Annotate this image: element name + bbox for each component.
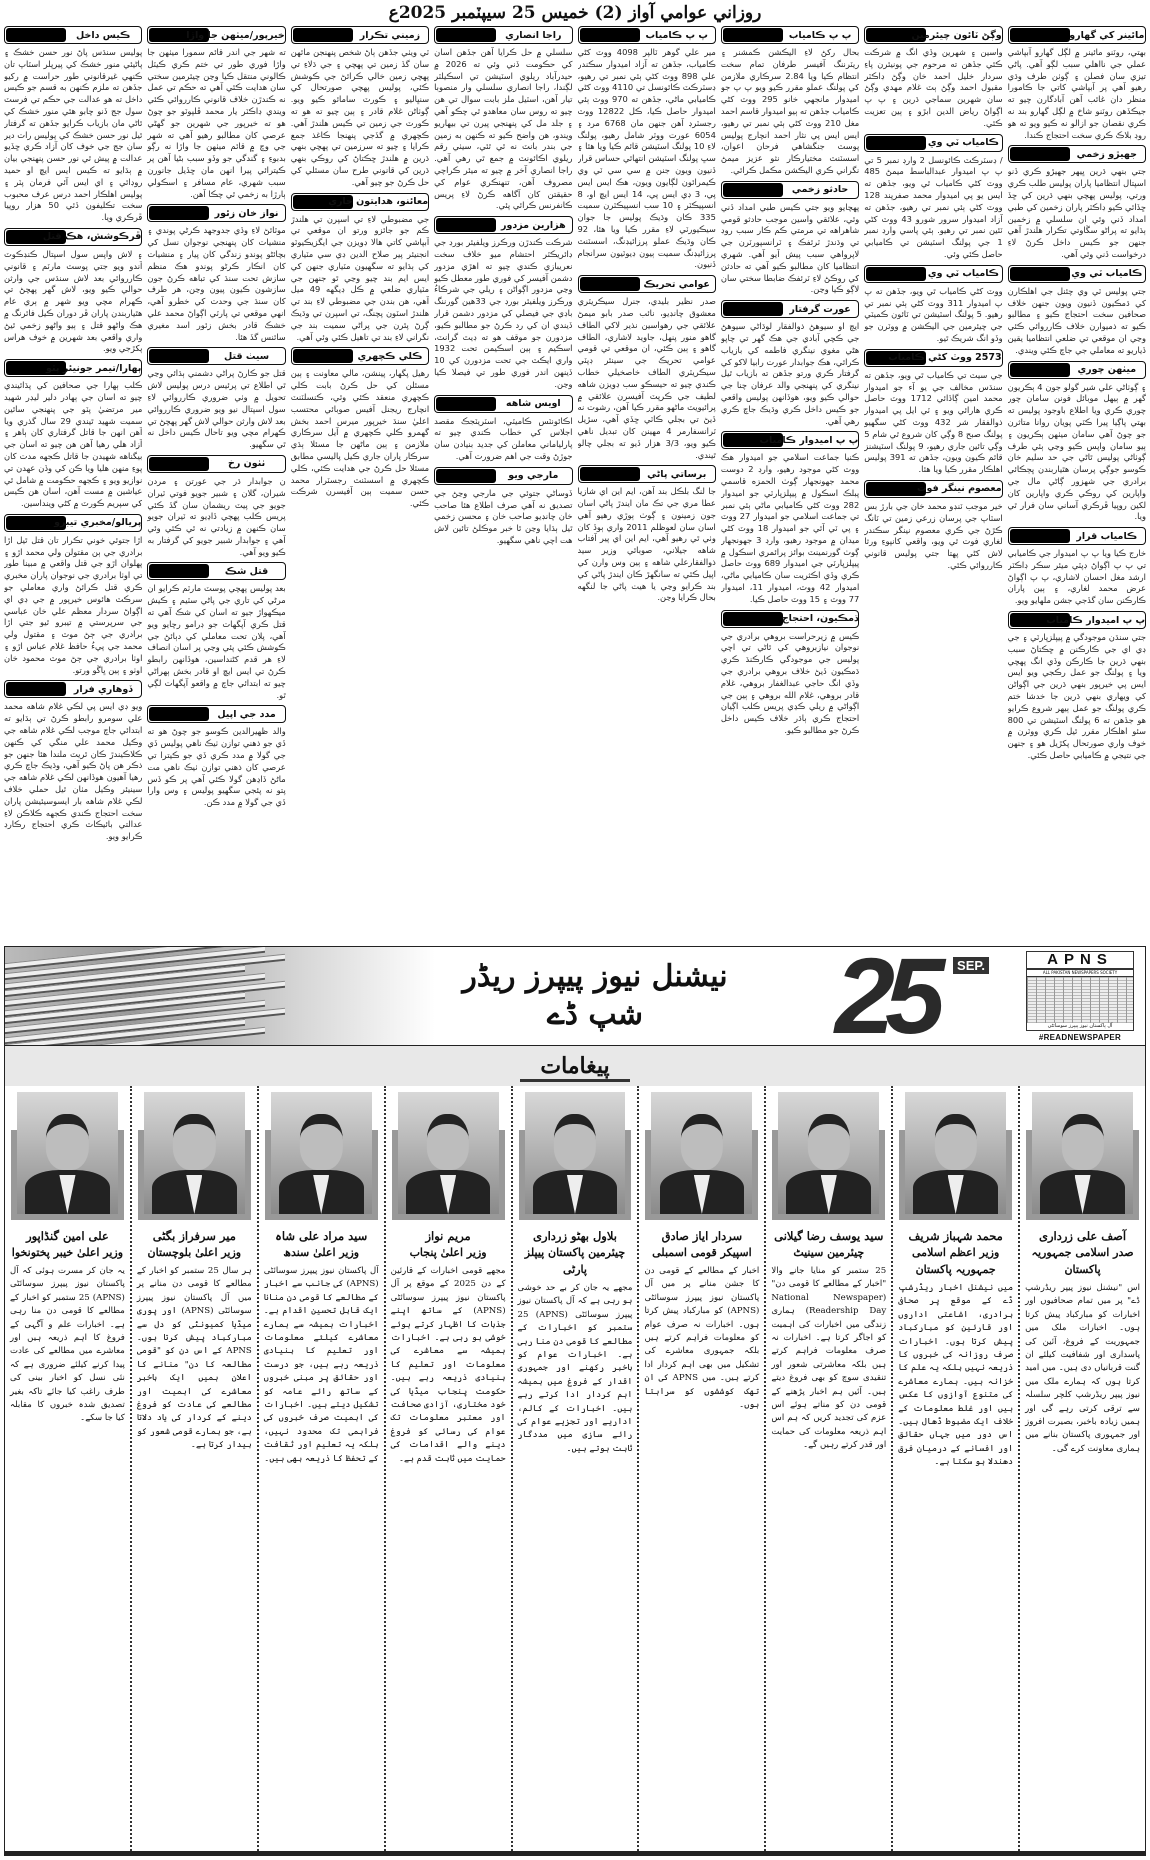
story-header: [434, 26, 572, 44]
leader-message: [766, 1086, 893, 1855]
story-headline: برساتي پاڻي: [647, 468, 707, 480]
story-header: [147, 562, 285, 580]
banner-title: [435, 947, 755, 1045]
story-header: [721, 181, 859, 199]
leader-message: [259, 1086, 386, 1855]
redacted-logo-block: [436, 28, 496, 42]
story-header: [721, 610, 859, 628]
news-story: [291, 347, 429, 510]
leader-photo-frame: [519, 1090, 632, 1220]
story-body: جتي بنهي ڌرين ڀيهر جهيڙو ڪري ڏنو اسپتال انتظاميا پاران پوليس طلب ڪري ورتي، پوليس پهچي بنهي ڌرين کي ڇڏ ڇڏائي ڪيو ڊاڪٽر پاران زخمين کي طبي امداد ڏني وئي ان سلسلي ۾ زخمين ٻڌايو ته پراڻو سڱاوتي تڪرار هلندڙ آهي جنهن جو ڪيس داخل ڪرڻ لاءِ درخواست ڏني وئي آهي.: [1007, 166, 1146, 259]
news-column: [864, 26, 1002, 944]
story-body: ٽي ويٺي جڏهن ٻاڻ شخص پنهنجن مائهن سان گڏ زمين تي پهچي ۽ جي ڌلاءِ تي پهچي زمين خالي ڪرائڻ جي ڪوشش ڪئي، پوليس پهچي صورتحال کي سنڀاليو ۽ ڪورٽ سامائو ڪيو ويو. ڳوٺاڻن غلام قادر ۽ ٻين چيو ته هو ته ڪورٽ جي زمين تي ڪيس هلندڙ آهي. ڪچهري ۾ گڏجي پنهنجا ڪاغذ جمع ڪرايا ۽ چيو ته سرزمين تي پهچي بنهي ڌرين ۾ هلندڙ ڇڪتاڻ کي روڪي بنهي ڌرين کي قانوني طرح سان مسئلي کي حل ڪرڻ جو چيو آهي.: [290, 47, 430, 187]
redacted-logo-block: [723, 28, 783, 42]
news-story: [147, 705, 285, 809]
news-column: [721, 26, 859, 944]
redacted-logo-block: [723, 183, 783, 197]
news-story: [578, 465, 716, 604]
date-month: SEP.: [953, 957, 989, 974]
story-body: ڏوساڻي جتوئي جي مارجي وڃڻ جي تصديق نه آهي صرف اطلاع هئا صاحب خان چانڊيو صاحب خان ۽ محسن زخمي ٿيل ٻڌايا وڃن ٿا خبر موڪلڻ تائين لاش هت اچي ناهي سگهيو.: [434, 487, 573, 545]
redacted-logo-block: [6, 28, 66, 42]
news-story: [721, 610, 859, 737]
story-headline: اويس شاهه: [505, 398, 561, 410]
news-story: [4, 26, 142, 224]
news-story: [1008, 361, 1146, 524]
leader-portrait: [398, 1092, 499, 1214]
story-header: [578, 275, 716, 293]
news-story: [4, 514, 142, 677]
leader-portrait: [651, 1092, 752, 1214]
leader-photo-frame: [392, 1090, 505, 1220]
news-story: [1008, 611, 1146, 762]
story-header: [291, 347, 429, 365]
story-headline: هزارين مزدور: [500, 219, 566, 231]
story-headline: عوامي تحريڪ: [643, 278, 710, 290]
story-header: [1008, 527, 1146, 545]
story-headline: عورت گرفتار: [789, 303, 851, 315]
story-body: شرڪت ڪندڙن ورڪرز ويلفيئر بورڊ جي ڊائريڪٽر احتشام ميو خلاف سخت نعريبازي ڪندي چيو ته اهڙي مزدور دشمن آفيسر کي فوري طور معطل ڪيو وڃي مزدور اڳواڻن ۽ ريلي جي شرڪاءُ ورڪرز ويلفيئر بورڊ جي 33هين گورننگ باڊي جي فيصلي کي مزدور دشمن قرار ڏيندي ان کي رد ڪرڻ جو مطالبو ڪيو، مزدورن جو موقف هو ته ڊيٿ گرانٽ، اسڪيم ۽ ٻين اسڪيمن تحت 1932 واري ايڪٽ جي تحت مزدورن کي 10 ڏينهن اندر فوري طور تي فيصلا ڪيا وڃن.: [434, 237, 573, 389]
news-story: [1008, 265, 1146, 357]
story-header: [4, 359, 142, 377]
news-column: [578, 26, 716, 944]
leader-name: میر سرفراز بگٹی: [152, 1229, 236, 1243]
story-body: خير موجب ٽنڊو محمد خان جي بارڙ بس اسٽاپ جي پرسان زرعي زمين تي ٽانگ ڪڙڻ جي ڪري معصوم نينگر سڪندر لغاري فوت ٿي ويو، واقعي کانپوءِ ورثا لاش کڻي پهتا جتي پوليس قانوني ڪارروائي ڪئي.: [864, 500, 1003, 570]
redacted-logo-block: [1010, 363, 1070, 377]
redacted-logo-block: [436, 397, 496, 411]
redacted-logo-block: [436, 469, 496, 483]
story-body: مير علي گوهر ٽالپر 4098 ووٽ کڻي ڪامياب، جڏهن ته آزاد اميدوار سڪندر علي 898 ووٽ کڻي ٻئي نمبر تي رهيو، ڊسٽرڪٽ ڪائونسل تي 4110 ووٽ کڻي ڪاميابي ماڻي، جڏهن ته 970 ووٽ ٻئي اميدوار حاصل ڪيا، ڪل 12822 ووٽ رجسٽرڊ آهن جنهن مان 6768 مرد ۽ 6054 عورت ووٽر شامل رهيو، پولنگ لاءِ 10 پولنگ اسٽيشن قائم ڪيا ويا هئا ۽ سڀ پولنگ اسٽيشن انتهائي حساس قرار ڏنيون ويون جنن ۾ سي سي ٽي وي ڪيمرائون لڳايون ويون، هڪ ايس ايس پي، 3 ڊي ايس پي، 14 ايس ايڇ او، 8 انسپيڪٽر ۽ 10 سب انسپيڪٽرن سميت 335 ڪان وڌيڪ پوليس جا جوان سيڪيورٽي لاءِ مقرر ڪيا ويا هئا، 92 ڪان وڌيڪ عملو پرزائيڊنگ، اسسٽنٽ پرزائيڊنگ سميت ٻيون ڊيوٽيون سرانجام ڏنيون.: [577, 47, 716, 270]
story-headline: ڪامياب ٽي وي: [1071, 268, 1143, 280]
banner-title-line1: نیشنل نیوز پیپرز ریڈر: [462, 959, 728, 994]
story-header: [147, 705, 285, 723]
news-story: [721, 181, 859, 296]
story-headline: ٻهارا/تيمر جونيئر پٽو: [45, 362, 142, 374]
big-date: [755, 947, 1015, 1045]
news-story: [147, 347, 285, 451]
story-body: ۽ ڳوٺاڻي علي شير گولو جون 4 ٻڪريون گهر ۾ ٻيهل موبائل فونن سامان چور چوري ڪري ويا اطلاع باوجود پوليس ته بهتي پاڳيا پيرا ڪٽي پويان روانا متاثرن جو چوڻ آهي سامان ميٺهن ٻڪريون ۽ ٻيو سامان واپس ڪيو وڃي ٻئي طرف ڳوٺاڻي پوليس ٿاڻي جي حد سليم خان ڪوسو جوڳي پرسان هٿياربندن ڀڄڪائي برادري جي شهزور ڳاڻي مال جي واپارين کي روڪي ڪري واپارين کان لکين روپيا ڦرڪري آساني سان فرار ٿي ويا.: [1007, 381, 1146, 522]
story-header: [578, 26, 716, 44]
story-header: [721, 300, 859, 318]
leader-message: [5, 1086, 132, 1855]
leader-name: سید یوسف رضا گیلانی: [774, 1229, 884, 1243]
story-headline: پ پ اميدوار ڪامياب: [1046, 614, 1145, 626]
news-story: [578, 275, 716, 461]
leader-photo-frame: [772, 1090, 885, 1220]
story-headline: معصوم نينگر فوت: [917, 483, 1002, 495]
banner-title-line2: شپ ڈے: [547, 997, 643, 1032]
leader-name: بلاول بھٹو زرداری: [533, 1229, 617, 1243]
story-body: رهيل پگهار، پينشن، مالي معاونت ۽ ٻين مسئلن کي حل ڪرڻ بابت ڪلي ڪچهري منعقد ڪئي وئي، ڪنسلٽنٽ انچارج ريجنل آفيس صوبائي محتسب اعليٰ سنڌ خيرپور ميرس احمد بخش گهمرو ڪلي ڪچهري ۾ آيل سرڪاري ملازمن ۽ ٻين ماڻهن جا مسئلا ٻڌي سرڪار پاران جاري ڪيل پاليسي مطابق مسئلا حل ڪرڻ جي هدايت ڪئي، ڪلي ڪچهري ۾ اسسٽنٽ رجسٽرار محمد حسن سميت ٻين آفيسرن شرڪت ڪئي.: [290, 368, 430, 509]
story-header: [864, 134, 1002, 152]
readership-day-banner: [4, 946, 1146, 1046]
story-header: [578, 465, 716, 483]
news-story: [1008, 145, 1146, 260]
story-header: [291, 193, 429, 211]
leader-photo-frame: [265, 1090, 378, 1220]
story-header: [1008, 26, 1146, 44]
redacted-logo-block: [293, 349, 353, 363]
leader-message: [132, 1086, 259, 1855]
leader-role: چیئرمین پاکستان پیپلز پارٹی: [524, 1246, 626, 1276]
news-story: [434, 26, 572, 212]
leader-photo-frame: [1026, 1090, 1139, 1220]
masthead-title: روزاني عوامي آواز (2) خميس 25 سيپٽمبر 2025ع: [388, 3, 762, 23]
apns-urdu: آل پاکستان نیوز پیپرز سوسائٹی: [1047, 1022, 1113, 1029]
story-header: [721, 431, 859, 449]
story-header: [1008, 611, 1146, 629]
redacted-logo-block: [866, 136, 926, 150]
story-headline: ڪلي ڪچهري: [357, 350, 423, 362]
story-headline: ڌمڪيون، احتجاج: [781, 613, 859, 625]
news-story: [721, 300, 859, 427]
leader-portrait: [17, 1092, 118, 1214]
news-story: [4, 680, 142, 843]
story-body: ايچ او سيوهڻ ذوالفقار لوڌاڻي سيوهڻ جي ڪچي آبادي جي هڪ گهر تي چاپو هڻي مغوي نينگري فاطمه کي بازياب ڪرائي، هڪ جوابدار عورت رابيا لاکو کي گرفتار ڪري ورتو جڏهن ته بازياب ٿيل نينگري کي پنهنجي والد عرفان چنا جي حوالي ڪيو ويو، هوڏانهن پوليس واقعي جو ڪيس داخل ڪري وڌيڪ جاچ ڪري رهي آهي.: [720, 321, 860, 426]
story-header: [434, 395, 572, 413]
leader-name: سید مراد علی شاہ: [275, 1229, 368, 1243]
story-body: ۽ لاش واپس سول اسپتال ڪنڊڪوٽ آندو ويو جتي پوسٽ مارٽم ۽ قانوني ڪارروائي بعد لاش سنڌس جي وارثن حوالي ڪيو ويو، لاش گهر پهچڻ تي ڪهرام مچي ويو شهر ۾ ٻري عام هٿياربندن پاران ڦر دوران ڪيل فائرنگ ۾ هڪ واڻهو قتل ۽ ٻيو واڻهو زخمي ٿيڻ واري واقعي بعد شهرين ۾ خوف هراس پکڙجي ويو.: [4, 248, 143, 354]
news-story: [4, 359, 142, 510]
redacted-logo-block: [1010, 147, 1070, 161]
messages-heading-text: پیغامات: [520, 1053, 629, 1082]
news-section: [4, 26, 1146, 944]
leader-message: [1020, 1086, 1145, 1855]
leader-portrait: [144, 1092, 245, 1214]
leader-photo-frame: [11, 1090, 124, 1220]
story-body: / ڊسٽرڪٽ ڪائونسل 2 وارڊ نمبر 5 تي پ پ اميدوار عبدالباسط ميمڻ 485 ووٽ کڻي ڪامياب ٿي ويو، جڏهن ته ايس يو پي اميدوار محمد صفرپند 128 ووٽ کڻي ٻئي نمبر تي رهيو، جڏهن ته آزاد اميدوار سرور شورو 43 ووٽ کڻي ٽئين نمبر تي رهيو. ٻئي پاسي وارڊ نمبر 1 جي پولنگ اسٽيشن تي ڪاميابي حاصل ڪئي وئي.: [864, 154, 1003, 259]
story-body: خارج ڪيا ويا پ پ اميدوار جي ڪاميابي تي پ پ اڳواڻ ڊپٽي ميئر سڪر ڊاڪٽر ارشد مغل احسان لاشاري، پ پ اڳواڻ عرض محمد لغاري، ۽ ٻين پاران ڪارڪنن سان گڏجي جشن ملهايو ويو.: [1007, 548, 1146, 606]
story-body: جا لنگ بلڪل بند آهن، ايم اين اي شازيا عطا مري جي تڪ مان ايندڙ پاڻي اسان جون زمينون ۽ ڳوٺ ٻوڙي رهيو آهي اسان سان لعوظلم 2011 واري ٻوڏ کان وٺي ٿي رهيو آهي، ايم اين اي پير آفتاب شاهه جيلاني، صوبائي وزير سيد ذوالفقارعلي شاهه ۽ ٻين وس وارن کي اپيل ڪئي ته سانگهڙ ڪان ايندڙ پاڻي کي بند ڪرايو وڃي يا هيٺ پاڻي جا لنگهه بحال ڪرايا وڃن.: [577, 486, 716, 603]
story-body: پوليس سنڌس پاڻ نور حسن خشڪ ۽ پاڻيئي منور خشڪ کي پيرپلر اسٽاپ تان ڪنهي غيرقانوني طور حراست ۾ رکيو جڏهن ته ملزم ڪنهن به قسم جو ڪيس داخل ته هو عدالت جي حڪم تي فرسٽ سول جج ڏنو چابو هٿي منور خشڪ کي ٿاڻي مان بازياب ڪرايو جڏهن ته گرفتار ٿيل نور حسن خشڪ کي پوليس رات دير سان جج جي خوف کان آزاد ڪري ڇڏيو عدالت ۾ پيش ٿي نور حسن پنهنجي بيان ۾ ٻڌايو ته ڪيس ايس ايڇ او حميد روڊائي ۽ اي ايس آئي فرمان پٽر ۽ پوليس اهلڪار احمد درس عرف محبوب سخت تڪليفون ڏئي 50 هزار روپيا ڦرڪري ويا.: [4, 47, 143, 223]
redacted-logo-block: [149, 564, 209, 578]
news-story: [434, 216, 572, 390]
story-headline: مدد جي اپيل: [217, 708, 276, 720]
date-number: 25: [834, 946, 936, 1046]
story-headline: ٺٺون رخ: [228, 458, 266, 470]
news-story: [864, 26, 1002, 130]
leader-message-text: ہر سال 25 ستمبر کو اخبار کے مطالعے کا قومی دن منانے پر میں آل پاکستان نیوز پیپرز سوسائٹی (APNS) اور پوری میڈیا کمیونٹی کو دل سے مبارکباد پیش کرتا ہوں۔ APNS کے اس دن کو "قومی مطالعہ کا دن" منانے کا اعلان ہمیں ایک باخبر معاشرے کی اہمیت اور مطالعے کی عادت کو فروغ دینے کے کردار کی یاد دلاتا ہے، جو ہمارے قومی شعور کو بیدار کرتا ہے۔: [136, 1266, 252, 1451]
story-header: [4, 228, 142, 246]
story-body: جتي سنڌن موجودگي ۾ پيپلزپارٽي ۽ جي ڊي اي جي ڪارڪنن ۾ ڇڪتاڻ سبب بنهي ڌرين جا ڪارڪن وڏي انگ پهچي ويا ۽ پولنگ جو عمل رڪجي ويو ايس ايس پي خيرپور بنهي ڌرين جي اڳواڻن کي ويهاري بنهي ڌرين جا خدشا ختم ڪري پولنگ جو عمل ٻيهر شروع ڪرايو هو جڏهن ته 6 پولنگ اسٽيشن تي 800 سئو اهلڪار مقرر ٿيل ڪري ووٽرن ۾ خوف واري صورتحال پکڙيل هو ۽ جنهن جي نتيجي ۾ ڪاميابي حاصل ڪئي.: [1007, 632, 1146, 761]
leader-message-text: 25 ستمبر کو منایا جانے والا "اخبار کے مطالعے کا قومی دن" (National Newspaper Readership Day) ہماری زندگی میں اخبارات کی اہمیت کو اجاگر کرتا ہے۔ اخبارات نہ صرف معلومات فراہم کرتے ہیں بلکہ معاشرتی شعور اور تنقیدی سوچ کو بھی فروغ دیتے ہیں۔ آئیں ہم اخبار پڑھنے کے قومی دن کو مناتے ہوئے اس عزم کی تجدید کریں کہ ہم اس اہم ذریعہ معلومات کی حمایت اور قدر کرتے رہیں گے۔: [771, 1266, 887, 1451]
story-body: ته شهر جي اندر قائم سمورا ميٺهن جا واڙا فوري طور تي ختم ڪري ڪيٽل ڪالوني منتقل ڪيا وڃن چيئرمين سختي سان هدايت ڪئي آهي ته حڪم تي عمل نه ڪندڙن خلاف قانوني ڪارروائي ڪئي ويندي ڊاڪٽر يار محمد ڦلپوٽو جو چوڻ هو ته خيرپور جي شهرين جو گهڻي عرصي کان مطالبو رهيو آهي ته شهر جي وچ ۾ قائم ميٺهن جا واڙا نه رڳو بدبوءِ ۽ گندگي جو وڏو سبب بڻيا آهن پر ڪيترائي پيرا انهن مان ڇڏيل جانورن سبب شهري، عام مسافر ۽ اسڪولي ٻارڙا به زخمي ٿي چڪا آهن.: [147, 47, 286, 199]
leader-role: اسپیکر قومی اسمبلی: [652, 1246, 752, 1259]
leader-message-text: آل پاکستان نیوز پیپرز سوسائٹی (APNS) کی جانب سے اخبار کے مطالعے کا قومی دن منانا ایک قابل تحسین اقدام ہے۔ اخبارات ہمیشہ سے ہمارے معاشرے کیلئے معلومات اور تعلیم کا بنیادی ذریعہ رہے ہیں، جو درست اور حقائق پر مبنی خبروں کے ساتھ رائے عامہ کو تشکیل دیتے ہیں۔ اخبارات کی اہمیت صرف خبروں کی فراہمی تک محدود نہیں، بلکہ یہ تعلیم اور ثقافت کے تحفظ کا ذریعہ بھی ہیں۔: [263, 1266, 379, 1464]
story-body: اڙا جتوئي خوني تڪرار تان قتل ٿيل اڙا برادري جي ٻن مقتولن ولي محمد اڙو ۽ پهلوان اڙو جي قتل واقعي ۾ مبينا طور تي اوٺا برادري جي نوجوان پاران مخبري ڪري قتل ڪرائڻ واري معاملي جو سرڪٽ هائوس خيرپور ۾ جي ڊي اي اڳواڻ سردار معظم علي خان عباسي جي سرپرستي ۾ تيبرو ٿيو جتي اڙا برادري جي ڄڻ موٽ ۽ مقتول ولي محمد جي پيءُ حافظ غلام عباس اڙو ۽ اوٺا برادري جي ڄڻ موٽ محمود خان اوٺو ۽ ٻين ڀاڱو ورتو.: [4, 534, 143, 675]
leader-messages: [4, 1086, 1146, 1856]
story-headline: قتل شڪ: [224, 565, 269, 577]
leader-portrait: [271, 1092, 372, 1214]
story-header: [1008, 145, 1146, 163]
news-column: [147, 26, 285, 944]
story-headline: پ پ ڪامياب: [645, 29, 708, 41]
story-headline: راجا انصاري: [505, 29, 562, 41]
news-column: [1008, 26, 1146, 944]
leader-message: [639, 1086, 766, 1855]
story-headline: ڪيس داخل: [76, 29, 131, 41]
news-story: [147, 455, 285, 559]
news-story: [721, 26, 859, 177]
news-story: [721, 431, 859, 605]
newspaper-grid-icon: [1027, 977, 1133, 1023]
redacted-logo-block: [580, 28, 640, 42]
leader-photo-frame: [138, 1090, 251, 1220]
leader-name: آصف علی زرداری: [1039, 1229, 1127, 1243]
story-body: پهچايو ويو جتي ڪيس طبي امداد ڏني وئي، علائقي واسين موجب حادثو قومي شاهراهه تي مرمتي ڪم ڪار سبب روڊ تي وڌندڙ ٽرئفڪ ۽ ٽرانسپورٽرن جي لاپرواهي سبب پيش آيو آهي. شهري انتظاميا کان مطالبو ڪيو آهي ته حادثن کي روڪڻ لاءِ ٽرئفڪ ضابطا سختي سان لاڳو ڪيا وڃن.: [720, 201, 860, 295]
news-story: [147, 562, 285, 701]
redacted-logo-block: [149, 707, 209, 721]
redacted-logo-block: [1010, 28, 1070, 42]
story-body: سلسلي ۾ حل ڪرايا آهن جڏهن اسان کي حڪومت ڏني وئي ته 2026 ۾ حيدرآباد ريلوي اسٽيشن تي اسڪيلٽر لڳندا، راجا انصاري سلسلي وار منصوبا تيار آهن، اسٽيل ملز بابت سوال تي هن چيو ته روس سان معاهدو ٿي چڪو آهي ۽ جلد مل کي پنهنجي پيرن تي بيهاريو ويندو، هن واضح ڪيو ته ڪنهن به زمين جي بندر بانٽ نه ٿي ٿئي، سيٺي رقم ريلوي اڪائونٽ ۾ جمع ٿي رهي آهي. راجا انصاري آخر ۾ چيو ته ميئر ڪراچي مصروف آهن، تنهنڪري عوام کي حقيقتن کان آگاهه ڪرڻ لاءِ پريس ڪانفرنس ڪرائي پئي.: [434, 47, 573, 211]
story-headline: ڦرڪوشش، هڪ قتل: [42, 231, 142, 243]
story-header: [4, 26, 142, 44]
news-story: [1008, 527, 1146, 607]
news-story: [434, 467, 572, 547]
story-headline: پ پ اميدوار ڪامياب: [759, 434, 859, 446]
news-column: [434, 26, 572, 944]
story-header: [147, 204, 285, 222]
leader-portrait: [905, 1092, 1006, 1214]
redacted-logo-block: [866, 267, 926, 281]
redacted-logo-block: [1010, 267, 1070, 281]
story-headline: مارجي ويو: [508, 470, 559, 482]
footer-rule: [5, 1851, 1145, 1855]
news-story: [4, 228, 142, 355]
story-headline: زميني تڪرار: [359, 29, 421, 41]
apns-logo: [1015, 947, 1145, 1045]
leader-role: وزیر اعلیٰ پنجاب: [409, 1246, 487, 1259]
redacted-logo-block: [1010, 529, 1070, 543]
redacted-logo-block: [149, 349, 209, 363]
story-header: [434, 216, 572, 234]
story-body: ويو ڊي ايس پي لڪي غلام شاهه محمد علي سومرو رابطو ڪرڻ تي ٻڌايو ته ابتدائي جاچ موجب لڪي غلام شاهه جي وڪيل محمد علي منگي کي ڪنهن ڪلاڪيندڙ ڪان ٿريٽ ملندا هئا جنهن جو ذڪر هن پاڻ ڪيو آهي، وڌيڪ جاچ ڪري رهيا آهيون هوڏانهن لڪي غلام شاهه جي سينيئر وڪيل مٺان ٿيل حملي خلاف لڪي غلام شاهه بار ايسوسيئيشن پاران سخت احتجاج ڪندي ڪجهه ڪلاڪن لاءِ عدالتي بائيڪاٽ ڪري احتجاج رڪارڊ ڪرايو ويو.: [4, 701, 143, 842]
story-headline: جهيڙو زخمي: [1076, 148, 1138, 160]
leader-role: صدر اسلامی جمہوریہ پاکستان: [1031, 1246, 1134, 1276]
leader-name: محمد شہباز شریف: [908, 1229, 1003, 1243]
story-body: بعد پوليس پهچي پوسٽ مارٽم ڪرايو ان مرڻي کي تاري جي پاڻي سٽيم ۽ ڪيش ميڪهواڙ جيو ته اسان کي شڪ آهي ته قتل ڪري آپگهات جو ڊرامو رچايو ويو آهي، پلان تحت معاملي کي دٻائڻ جي ڪوشش ڪئي پئي وڃي پر اسان انصاف لاءِ هر قدم کڻنداسين، هوڏانهن رابطو ڪرڻ تي ايس ايڇ او قادر بخش ٻهراڻي چيو ته ابتدائي جاچ ۾ واقعو آپگهات لڳي ٿو.: [147, 583, 286, 700]
leader-message: [386, 1086, 513, 1855]
leader-role: وزیر اعلیٰ بلوچستان: [147, 1246, 242, 1259]
story-header: [4, 514, 142, 532]
news-column: [291, 26, 429, 944]
leader-message: [893, 1086, 1020, 1855]
leader-portrait: [778, 1092, 879, 1214]
story-body: ڪنيا جماعت اسلامي جو اميدوار هڪ ووٽ کڻي موجود رهيو، وارڊ 2 دوست محمد جهونجهار ڳوٺ الحمزه قاسمي پبلڪ اسڪول ۾ پيپلزپارٽي جو اميدوار 282 ووٽ کڻي ڪاميابي ماڻي ٻئي نمبر تي جماعت اسلامي جو اميدوار 27 ووٽ ۽ پي ٽي آئي جو اميدوار 18 ووٽ کڻي ميدان ۾ موجود رهيو، وارڊ 3 جهونجهار ڳوٺ گورنمينٽ بوائز پرائمري اسڪول ۾ پيپلزپارٽي جي اميدوار 689 ووٽ حاصل ڪري وڏي اڪثريت سان ڪاميابي ماڻي، اميدوار 42 ووٽ، اميدوار 11، اميدوار 77 ووٽ ۽ 15 ووٽ حاصل ڪيا.: [720, 452, 860, 604]
redacted-logo-block: [436, 218, 496, 232]
story-header: [864, 26, 1002, 44]
leader-message-text: مجھے یہ جان کر بے حد خوشی ہو رہی ہے کہ آل پاکستان نیوز پیپرز سوسائٹی (APNS) 25 ستمبر کو اخبارات کے مطالعے کا قومی دن منا رہی ہے۔ اخبارات عوام کو باخبر رکھنے اور جمہوری اقدار کے فروغ میں ہمیشہ اہم کردار ادا کرتے رہے ہیں۔ اخبارات کے کالم، اداریے اور تجزیے عوام کی رائے سازی میں مددگار ثابت ہوتے ہیں۔: [517, 1283, 633, 1454]
redacted-logo-block: [580, 277, 640, 291]
story-header: [147, 455, 285, 473]
news-story: [864, 349, 1002, 476]
newspaper-stack-image: [5, 947, 435, 1045]
redacted-logo-block: [149, 206, 209, 220]
story-body: موٽائڻ لاءِ وڏي جدوجهد ڪرڻي پوندي ۽ منشيات کان پنهنجي نوجوان نسل کي بچائڻو پوندو زندگي کان پيار ۽ منشيات کان انڪار ڪرڻو پوندو هڪ منظم سازش تحت سنڌ کي تباهه ڪرڻ جون سازشون ڪيون پيون وڃن، هر طرف کان سنڌ جي وحدت کي خطرو آهي، انهي موقعي تي پارٽي اڳواڻ محمد علي خشڪ قادر بخش زئور اسد مغيري سائنس گڏ هئا.: [147, 225, 286, 342]
story-body: ڪلب ٻهارا جي صحافين کي پڌائيندي چيو ته اسان جي ٻهادر دلير ليڊر شهيد مير مرتضيٰ پٽو جي پنهنجي ساٿين سميت شهيد ٿيندي 29 سال گذري ويا آهن انهن جا قاتل گرفتاري کان ٻاهر ۽ آزاد هلي رهيا آهن هن چيو ته اسان جي بيگناهه شهيدن جا قاتل ڪجهه مدت کان پوءِ منهن هليا ويا ڪن کي وڏن عهدن تي نوازيو ويو ۽ ڪجهه حڪومت ۾ شامل ٿي عياشين ۾ مست آهن، اسان هن ڪيس کي سپريم ڪورٽ ۾ کڻي وينداسين.: [4, 380, 143, 509]
apns-subtitle: ALL PAKISTAN NEWSPAPERS SOCIETY: [1027, 970, 1133, 977]
news-story: [864, 134, 1002, 261]
news-story: [864, 265, 1002, 345]
news-story: [864, 480, 1002, 572]
story-headline: 2573 ووٽ کڻي ڪامياب: [888, 352, 1002, 364]
story-body: واسين ۽ شهرين وڏي انگ ۾ شرڪت ڪئي جڏهن ته مرحوم جي پونيئرن پاءِ سردار خليل احمد خان وڳڻ ڊاڪٽر مقبول احمد وڳڻ ٻٽ غلام مهدي وڳڻ سان شهرين سماجي ڌرين ۽ پ پ اڳواڻ رياض الدين ابڙو ۽ ٻين تعزيت ڪئي.: [864, 47, 1003, 128]
story-header: [4, 680, 142, 698]
story-body: والد ظهيرالدين ڪوسو جو چوڻ هو ته ڏي جو ذهني توازن ٺيڪ ناهي پوليس ڏي جي گولا ۾ مدد ڪري ڏي جو ڪيترا تي عرصي کان ذهني توازن ٺيڪ ناهي مت ماڻڻ ڏاڍهن گولا ڪئي آهي پر ڪو ڏس پتو نه پئجي سگهيو پوليس ۽ وس وارا ڏي جي گولا ۾ مدد ڪن.: [147, 726, 286, 808]
news-story: [147, 26, 285, 200]
story-header: [1008, 265, 1146, 283]
story-body: ووٽ کڻي ڪامياب ٿي ويو، جڏهن ته پ پ اميدوار 311 ووٽ کڻي ٻئي نمبر تي رهيو. 5 پولنگ اسٽيشن تي ٽائون ڪميٽي جي چيئرمين جي اليڪشن ۾ ووٽرن جو وڏو انگ شريڪ ٿيو.: [864, 285, 1003, 343]
story-body: ن جوابدار ڌر جي عورتن ۽ مردن شيران، گلان ۽ شبير جويو فوتي ٽيران جويو جي پيٽ ريشمان سان گڏ ڪئي پريس ڪلب پهچي ڏاڍيو ته ٽيران جويو سان ڪنهن ۾ زيادتي نه ٿي ڪئي وئي آهي ۽ جوابدار شبير جويو کي گرفتار به ڪيو ويو آهي.: [147, 475, 286, 557]
story-headline: نواز خان زئور: [214, 207, 279, 219]
leader-name: مریم نواز: [425, 1229, 471, 1243]
leader-message-text: اس "نیشنل نیوز پیپر ریڈرشپ ڈے" پر میں تمام صحافیوں اور اخبارات کو مبارکباد پیش کرتا ہوں۔ اخبارات ملک میں جمہوریت کے فروغ، آئین کی پاسداری اور شفافیت کیلئے ان گنت قربانیاں دی ہیں۔ میں امید کرتا ہوں کہ ہمارے ملک میں نیوز پیپر ریڈرشپ کلچر سلسلہ سے ترقی کرتی رہے گی اور ہمیں زیادہ باخبر، بصیرت افروز اور جمہوری پاکستان بنانے میں ہماری معاونت کرے گی۔: [1025, 1283, 1140, 1454]
leader-photo-frame: [899, 1090, 1012, 1220]
redacted-logo-block: [723, 302, 783, 316]
story-header: [147, 26, 285, 44]
story-header: [864, 265, 1002, 283]
news-story: [291, 193, 429, 344]
story-body: جي مضبوطي لاءِ تي اسپرن تي هلندڙ ڪم جو جائزو ورتو ان موقعي تي آبپاشي کاتي هالا ڊويزن جي ايگزيڪيوٽو انجنيئر پير صلاح الدين ڊي سي مٽياري کي ٻڌايو ته سگهيون مٽياري جنهن کي ايس ايم بند چيو وڃي ٿو جنهن جي مٽياري ضلعي ۾ ڪل ڊيگهه 49 ميل آهي، هن بندن جي مضبوطي لاءِ بند تي هلندڙ اسٽون پچنگ، تي اسپرن تي وڌيڪ ڳرڻ پٿرن جي پراڻي سميت بند جي نگراني لاءِ بند تي تاهيل ڪئي وئي آهي.: [290, 213, 430, 342]
story-header: [721, 26, 859, 44]
story-headline: ڪامياب قرار: [1076, 530, 1138, 542]
messages-heading: [4, 1046, 1146, 1086]
story-headline: ڪامياب ٽي وي: [927, 137, 999, 149]
leader-message: [513, 1086, 640, 1855]
leader-photo-frame: [645, 1090, 758, 1220]
story-body: جتي پوليس ٽي وي چئنل جي اهلڪارن کي ڌمڪيون ڏنيون ويون جنهن خلاف صحافين سخت احتجاج ڪيو ۽ مطالبو ڪيو ته ذميوارن خلاف ڪارروائي ڪئي وڃي ان موقعي تي ضلعي انتظاميا يقين ڏياريو ته معاملي جي جاچ ڪئي ويندي.: [1007, 285, 1146, 355]
story-body: قتل جو ڪارڻ پراڻي دشمني ٻڌائي وڃي ٿي اطلاع تي پرئيس درس پوليس لاش تحويل ۾ وٺي ضروري ڪارروائي لاءِ سول اسپتال نيو ويو ضروري ڪارروائي بعد لاش وارثن حوالي لاش گهر پهچڻ تي ڪهرام مچي ويو تاحال ڪيس داخل نه ٿي سگهيو.: [147, 368, 286, 450]
leader-portrait: [1032, 1092, 1133, 1214]
story-header: [864, 349, 1002, 367]
leader-name: علی امین گنڈاپور: [26, 1229, 109, 1243]
news-story: [434, 395, 572, 463]
news-story: [578, 26, 716, 271]
story-headline: مائينر کي گهارو: [1069, 29, 1145, 41]
story-headline: سيٺ قتل: [223, 350, 270, 362]
story-body: بحال رکڻ لاءِ اليڪشن ڪمشنر ۽ ريٽرننگ آفيسر طرفان تمام سخت انتظام ڪيا ويا 2.84 سرڪاري ملازمن کي پولنگ عملو مقرر ڪيو ويو پ پ جو اميدوار مانجهي خانو 295 ووٽ کڻي ڪامياب جڏهن ته ٻيو اميدوار قاسم احمد مغل 210 ووٽ کڻي ٻئي نمبر تي رهيو، ايس ايس پي نثار احمد انچارج پوليس پوسٽ جنگشاهي فرحان اعوان، اسسٽنٽ مختيارڪار نثو عزيز ميمڻ نگراني ڪري اليڪشن مڪمل ڪرائي.: [720, 47, 860, 175]
story-header: [864, 480, 1002, 498]
story-body: صدر نظير بليدي، جنرل سيڪريٽري معشوق چانڊيو، نائب صدر بابو ميمڻ علائقي جي رهواسين نذير لاکي الطاف گاهو منور پنهل، جاويد لاشاري، الطاف گاهو ۽ ٻين ڪئي، ان موقعي تي قومي عوامي تحريڪ جي سينئر ڊپٽي سيڪريٽري الطاف خاصخيلي خطاب ڪندي چيو ته حيسڪو سب ڊويزن شاهه لطيف جي ڪرپٽ آفيسرن علائقي ۾ پرائيويٽ ماڻهو مقرر ڪيا آهن، رشوت نه ڏيڻ تي بجلي ڪاٽي ڇڏي آهي، سڙيل ٽرانسفارمر 4 مهينن کان تبديل ناهي ڪيو ويو، 3/3 هزار ڏيو ته بجلي چالو ٿيندي.: [577, 296, 716, 460]
leader-role: وزیر اعظم اسلامی جمہوریہ پاکستان: [912, 1246, 1000, 1276]
redacted-logo-block: [293, 28, 353, 42]
story-headline: حادثو زخمي: [791, 184, 849, 196]
story-headline: خيرپور/ميٺهن جا واڙا: [186, 29, 285, 41]
story-body: جي سيٽ تي ڪامياب ٿي ويو، جڏهن ته سنڌس مخالف جي يو آء جو اميدوار محمد امين ڳاڏائي 1712 ووٽ حاصل ڪري هارائي ويو ۽ ٽي ايل پي اميدوار ذوالفقار شر 432 ووٽ کڻي سگهيو پولنگ صبح 8 وڳي کان شروع ٿي شام 5 وڳي تائين جاري رهيو، 9 پولنگ اسٽيشنز قائم ڪيون ويون، جڏهن ته 391 پوليس اهلڪار مقرر ڪيا ويا هئا.: [864, 369, 1003, 475]
masthead: [0, 0, 1150, 26]
story-body: اڪائونٽس ڪاميٽي، اسٽريٽجڪ مقصد اجلاس کي خطاب ڪندي چيو ته پارلياماني معاملن کي جديد بنيادن سان جوڙڻ وقت جي اهم ضرورت آهي.: [434, 415, 573, 461]
leader-name: سردار ایاز صادق: [661, 1229, 743, 1243]
leader-message-text: مجھے قومی اخبارات کے قارئین کے دن 2025 کے موقع پر آل پاکستان نیوز پیپرز سوسائٹی (APNS) کے ساتھ اپنے جذبات کا اظہار کرتے ہوئے خوشی ہو رہی ہے۔ اخبارات ہمیشہ سے معاشرے کی معلومات اور تعلیم کا بنیادی ذریعہ رہے ہیں۔ حکومت پنجاب میڈیا کی خود مختاری، آزادی صحافت اور معتبر معلومات تک عوام کی رسائی کو فروغ دینے والے اقدامات کی حمایت میں ثابت قدم ہے۔: [390, 1266, 506, 1464]
news-column: [4, 26, 142, 944]
news-story: [291, 26, 429, 189]
story-header: [291, 26, 429, 44]
redacted-logo-block: [580, 467, 640, 481]
story-headline: وڳڻ ٽائون چيئرمين: [911, 29, 1002, 41]
leader-portrait: [525, 1092, 626, 1214]
leader-role: چیئرمین سینیٹ: [793, 1246, 865, 1259]
story-body: ڪيس ۾ زيرحراست بروهي برادري جي نوجوان نيازبروهي کي ٿاڻي تي اچي پوليس جي موجودگي ڪارڪنڌ ڪري ڌمڪيون ڏيڻ خلاف بروهي برادري جي وڏي انگ حاجي عبدالغفار بروهي، غلام قادر بروهي، غلام الله بروهي ۽ ٻين جي اڳواڻي ۾ ريلي ڪڍي پريس ڪلب اڳيان احتجاج ڪري ٻاڌر خلاف ڪيس داخل ڪرڻ جو مطالبو ڪيو.: [720, 630, 860, 736]
story-headline: معائنو، هدايتون جاري: [328, 196, 429, 208]
leader-role: وزیر اعلیٰ خیبر پختونخوا: [11, 1246, 124, 1259]
story-header: [147, 347, 285, 365]
redacted-logo-block: [6, 682, 66, 696]
leader-message-text: میں نیشنل اخبار ریڈرشپ ڈے کے موقع پر صحافی برادری، اشاعتی اداروں اور قارئین کو مبارکباد پیش کرتا ہوں۔ اخبارات صرف روزانہ کی خبروں کا ذریعہ نہیں بلکہ یہ علم کا خزانہ ہیں۔ ہمارے معاشرے کی متنوع آوازوں کا عکس ہیں اور غلط معلومات کے خلاف ایک مضبوط ڈھال ہیں۔ اس دور میں جہاں حقائق اور افسانے کے درمیان فرق دھندلا ہو سکتا ہے۔: [898, 1283, 1014, 1468]
redacted-logo-block: [149, 457, 209, 471]
story-headline: ڏوهاري فرار: [73, 683, 133, 695]
apns-logo-text: APNS: [1027, 952, 1133, 970]
story-headline: ميٺهن چوري: [1077, 364, 1137, 376]
leader-message-text: یہ جان کر مسرت ہوئی کہ آل پاکستان نیوز پیپرز سوسائٹی (APNS) 25 ستمبر کو اخبار کے مطالعے کا قومی دن منا رہی ہے۔ اخبارات علم و آگہی کے فروغ کا اہم ذریعہ ہیں اور معاشرے میں مطالعے کی عادت پیدا کرنے کیلئے ضروری ہے کہ نئی نسل کو اخبار بینی کی طرف راغب کیا جائے تاکہ بغیر تصدیق شدہ خبروں کا مقابلہ کیا جا سکے۔: [9, 1266, 125, 1424]
story-headline: ڪامياب ٽي وي: [927, 268, 999, 280]
story-headline: پريالو/مخبري تيبرو: [54, 517, 142, 529]
news-story: [147, 204, 285, 343]
hashtag: #READNEWSPAPER: [1038, 1032, 1122, 1042]
redacted-logo-block: [723, 612, 783, 626]
story-headline: پ پ ڪامياب: [788, 29, 852, 41]
story-body: بهتي، روٽنو مائينر ۾ لڳل گهارو آبپاشي عملي جي نااهلي سبب لڳو آهي. پاڻي تيزي سان فصلن ۽ ڳوٺن طرف وڌي رهيو آهي پر آبپاشي کاتي جا ڪامورا منظر دان غائب آهن آبادگارن چيو ته جيڪڏهن روٽنو شاخ ۾ لڳل گهارو بند نه ڪري نقصان جو ازالو نه ڪيو ويو ته هو روڊ بلاڪ ڪري سخت احتجاج ڪندا.: [1007, 47, 1146, 140]
leader-role: وزیر اعلیٰ سندھ: [283, 1246, 360, 1259]
leader-message-text: اخبار کے مطالعے کے قومی دن کا جشن منانے پر میں آل پاکستان نیوز پیپرز سوسائٹی (APNS) کو مبارکباد پیش کرتا ہوں۔ اخبارات نہ صرف عوام کو معلومات فراہم کرتے ہیں بلکہ جمہوری معاشرے کی تشکیل میں بھی اہم کردار ادا کرتے ہیں۔ میں APNS کی ان تھک کوششوں کو سراہتا ہوں۔: [644, 1266, 760, 1411]
story-header: [1008, 361, 1146, 379]
story-header: [434, 467, 572, 485]
news-story: [1008, 26, 1146, 141]
